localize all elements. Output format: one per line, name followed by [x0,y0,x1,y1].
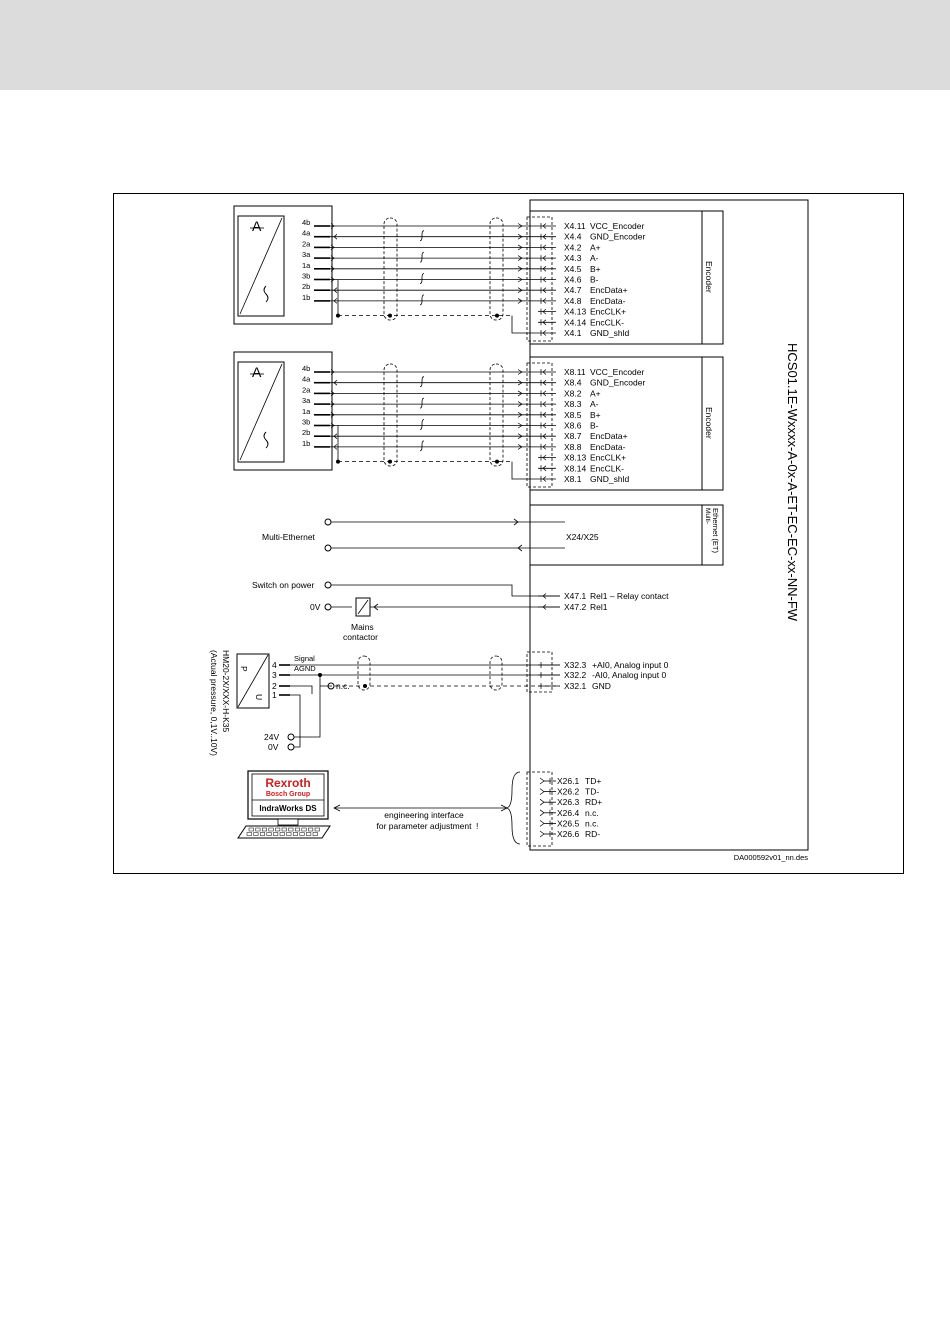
encoder2-terminal-signal: GND_Encoder [590,377,646,388]
sensor-symbol-u: U [254,694,264,701]
sensor-signal-label: Signal [294,654,315,663]
power-terminal-signal: Rel1 [590,602,608,612]
encoder1-terminal-pin: X4.1 [564,328,582,338]
power-terminal-pin: X47.1 [564,591,587,601]
encoder1-wire-label: 2a [302,239,311,249]
sensor-model-label: HM20-2X/XXX-H-K35 [221,650,231,733]
encoder2-wire-label: 2a [302,385,311,395]
encoder1-terminal-pin: X4.14 [564,317,587,328]
ethernet-label: Multi-Ethernet [262,532,315,542]
encoder2-group [234,352,723,490]
eng-terminal-pin: X26.2 [557,786,580,797]
encoder2-terminal-pin: X8.8 [564,441,582,452]
sensor-terminal-pin: X32.3 [564,660,587,670]
encoder2-terminal-signal: B+ [590,409,601,420]
ethernet-section-label-2: Ethernet (ET) [711,508,720,554]
encoder2-terminal-pin: X8.14 [564,463,587,474]
encoder2-terminal-pin: X8.4 [564,377,582,388]
svg-text:A: A [252,218,262,234]
encoder1-terminal-pin: X4.6 [564,274,582,285]
eng-terminal-pin: X26.6 [557,829,580,839]
encoder2-terminal-pin: X8.5 [564,409,582,420]
sensor-terminal-signal: GND [592,681,611,691]
encoder1-terminal-signal: GND_shld [590,328,630,338]
eng-terminal-pin: X26.1 [557,776,580,786]
sensor-terminal-pin: X32.2 [564,670,587,680]
switch-power-line [331,585,560,596]
encoder2-terminal-pin: X8.7 [564,431,582,442]
interface-label-bang: ! [476,821,479,831]
encoder1-wire-label: 2b [302,282,311,292]
sensor-0v-label: 0V [268,742,279,752]
sensor-terminal-pin: X32.1 [564,681,587,691]
svg-text:A: A [252,364,262,380]
switch-on-power-label: Switch on power [252,580,315,590]
encoder1-terminal-pin: X4.8 [564,295,582,306]
engineering-group [238,771,602,846]
encoder1-group [234,206,723,344]
encoder2-wire-label: 3b [302,417,311,427]
sensor-pin-label: 4 [272,660,277,670]
encoder2-terminal-pin: X8.3 [564,399,582,410]
encoder2-terminal-pin: X8.13 [564,452,587,463]
encoder2-terminal-signal: A- [590,399,599,410]
sensor-agnd-label: AGND [294,664,316,673]
encoder1-terminal-pin: X4.2 [564,242,582,253]
sensor-nc-label: n.c. [336,681,350,691]
eng-terminal-pin: X26.4 [557,807,580,818]
encoder2-terminal-signal: EncData- [590,441,626,452]
encoder2-terminal-pin: X8.2 [564,388,582,399]
encoder1-terminal-signal: VCC_Encoder [590,221,645,231]
sensor-terminal-signal: -AI0, Analog input 0 [592,670,667,680]
encoder1-terminal-signal: EncCLK- [590,317,625,328]
contactor-label-1: Mains [351,622,374,632]
ethernet-section-box [530,505,723,565]
sensor-symbol-p: P [239,666,249,672]
encoder1-terminal-signal: EncData+ [590,285,628,296]
sensor-24v-label: 24V [264,732,280,742]
drawing-id-label: DA000592v01_nn.des [733,853,808,862]
ethernet-group [262,505,723,565]
interface-label-2: for parameter adjustment [376,821,472,831]
encoder1-terminal-pin: X4.11 [564,221,586,231]
encoder1-terminal-pin: X4.4 [564,231,582,242]
power-group [252,580,669,642]
encoder1-terminal-signal: B- [590,274,599,285]
encoder1-terminal-signal: B+ [590,263,601,274]
eng-terminal-signal: n.c. [585,807,599,818]
ethernet-section-label-1: Multi- [704,508,711,524]
encoder1-terminal-signal: EncCLK+ [590,306,627,317]
sensor-pin-label: 2 [272,681,277,691]
zero-volt-label: 0V [310,602,321,612]
encoder2-wire-label: 1b [302,438,311,448]
encoder2-terminal-signal: A+ [590,388,601,399]
power-terminal-pin: X47.2 [564,602,587,612]
encoder1-terminal-signal: A- [590,253,599,264]
encoder2-terminal-signal: B- [590,420,599,431]
rexroth-logo: Rexroth [265,776,311,790]
encoder2-terminal-signal: EncData+ [590,431,628,442]
encoder1-terminal-signal: EncData- [590,295,626,306]
encoder1-terminal-pin: X4.3 [564,253,582,264]
eng-terminal-signal: RD- [585,829,601,839]
encoder2-wire-label: 4b [302,364,311,373]
encoder1-wire-label: 1b [302,292,311,302]
encoder2-terminal-signal: GND_shld [590,474,630,484]
eng-terminal-signal: RD+ [585,797,603,808]
eng-terminal-signal: n.c. [585,818,599,829]
encoder2-wire-label: 3a [302,396,311,406]
encoder2-wire-label: 2b [302,428,311,438]
device-name-label: HCS01.1E-Wxxxx-A-0x-A-ET-EC-EC-xx-NN-FW [785,343,800,622]
encoder2-terminal-signal: VCC_Encoder [590,367,645,377]
encoder1-terminal-pin: X4.5 [564,263,582,274]
encoder1-terminal-signal: A+ [590,242,601,253]
bosch-group-label: Bosch Group [265,791,311,798]
encoder2-terminal-signal: EncCLK+ [590,452,627,463]
encoder2-terminal-signal: EncCLK- [590,463,625,474]
encoder2-terminal-pin: X8.6 [564,420,582,431]
encoder1-wire-label: 4b [302,218,311,227]
eng-terminal-pin: X26.5 [557,818,580,829]
sensor-pin-label: 1 [272,690,277,700]
encoder2-wire-label: 4a [302,374,311,384]
encoder1-wire-label: 4a [302,228,311,238]
encoder2-terminal-pin: X8.11 [564,367,586,377]
sensor-pin-label: 3 [272,670,277,680]
eng-terminal-pin: X26.3 [557,797,580,808]
encoder1-wire-label: 1a [302,260,311,270]
eng-terminal-signal: TD- [585,786,600,797]
contactor-label-2: contactor [343,632,378,642]
encoder1-terminal-signal: GND_Encoder [590,231,646,242]
encoder1-section-label: Encoder [704,261,714,293]
encoder2-wire-label: 1a [302,406,311,416]
eng-terminal-signal: TD+ [585,776,602,786]
indraworks-label: IndraWorks DS [259,804,317,813]
sensor-desc-label: (Actual pressure, 0,1V..10V) [209,650,219,756]
encoder2-terminal-pin: X8.1 [564,474,582,484]
encoder1-wire-label: 3b [302,271,311,281]
sensor-terminal-signal: +AI0, Analog input 0 [592,660,669,670]
encoder2-section-label: Encoder [704,407,714,439]
pressure-sensor-group [209,650,669,756]
encoder1-terminal-pin: X4.7 [564,285,582,296]
ethernet-port-label: X24/X25 [566,532,599,542]
power-terminal-signal: Rel1 – Relay contact [590,591,669,601]
interface-label-1: engineering interface [384,810,464,820]
encoder1-wire-label: 3a [302,250,311,260]
encoder1-terminal-pin: X4.13 [564,306,587,317]
